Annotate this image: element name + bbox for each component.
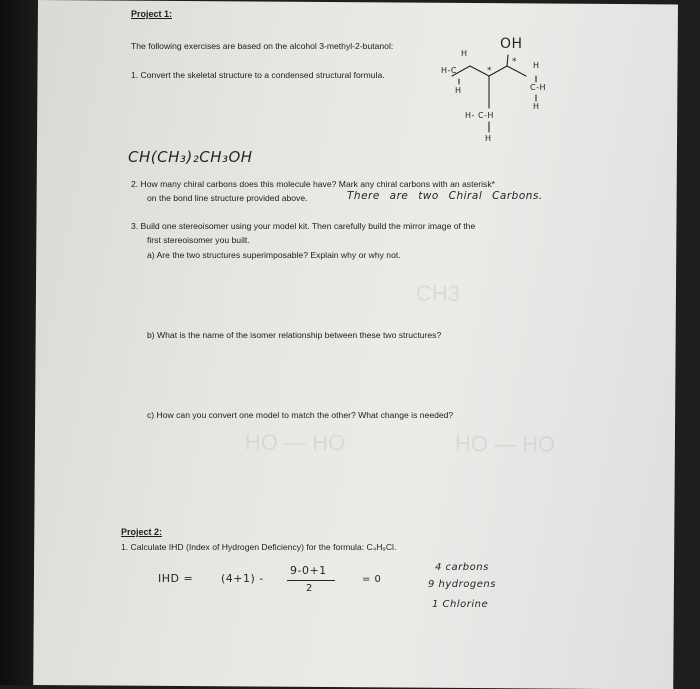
h-right-bottom-label: H xyxy=(533,102,540,111)
worksheet-page xyxy=(33,0,678,689)
ihd-label: IHD = xyxy=(158,572,194,585)
question-3c: c) How can you convert one model to match the other? What change is needed? xyxy=(147,410,454,420)
fraction-bar xyxy=(287,580,335,581)
chiral-asterisk: * xyxy=(512,57,517,67)
project2-question-1: 1. Calculate IHD (Index of Hydrogen Deficiency) for the formula: C₄H₉Cl. xyxy=(121,542,397,552)
ihd-carbon-term: (4+1) - xyxy=(221,572,264,585)
show-through-text: CH3 xyxy=(415,280,461,306)
hch-bottom-label: H- C-H xyxy=(465,111,494,120)
oh-label: OH xyxy=(500,36,523,52)
note-chlorine: 1 Chlorine xyxy=(432,599,489,610)
chiral-carbons-answer: There are two Chiral Carbons. xyxy=(347,190,543,202)
h-right-top-label: H xyxy=(533,61,540,70)
ihd-denominator: 2 xyxy=(306,583,313,594)
question-3-line-2: first stereoisomer you built. xyxy=(147,235,250,245)
h-top-label: H xyxy=(461,49,468,58)
question-3-line-1: 3. Build one stereoisomer using your model kit. Then carefully build the mirror image of the xyxy=(131,221,476,231)
show-through-text: HO — HO xyxy=(454,430,556,457)
h-bottom-label: H xyxy=(485,134,492,143)
question-2-line-1: 2. How many chiral carbons does this molecule have? Mark any chiral carbons with an asterisk* xyxy=(131,179,495,189)
project2-heading: Project 2: xyxy=(121,527,163,537)
project1-intro: The following exercises are based on the alcohol 3-methyl-2-butanol: xyxy=(131,41,394,51)
condensed-formula-answer: CH(CH₃)₂CH₃OH xyxy=(128,148,253,166)
ihd-numerator: 9-0+1 xyxy=(290,564,327,577)
question-3b: b) What is the name of the isomer relationship between these two structures? xyxy=(147,330,442,340)
ch-right-label: C-H xyxy=(530,83,546,92)
chiral-asterisk: * xyxy=(487,66,492,76)
show-through-text: HO — HO xyxy=(244,429,346,456)
question-2-line-2: on the bond line structure provided above. xyxy=(147,193,308,203)
note-hydrogens: 9 hydrogens xyxy=(428,579,496,590)
note-carbons: 4 carbons xyxy=(435,562,489,573)
ihd-result: = 0 xyxy=(362,574,382,585)
h-left-label: H xyxy=(455,86,462,95)
hc-left-label: H-C xyxy=(441,66,457,75)
question-3a: a) Are the two structures superimposable? Explain why or why not. xyxy=(147,250,401,260)
project1-heading: Project 1: xyxy=(131,9,173,19)
question-1: 1. Convert the skeletal structure to a condensed structural formula. xyxy=(131,70,385,80)
